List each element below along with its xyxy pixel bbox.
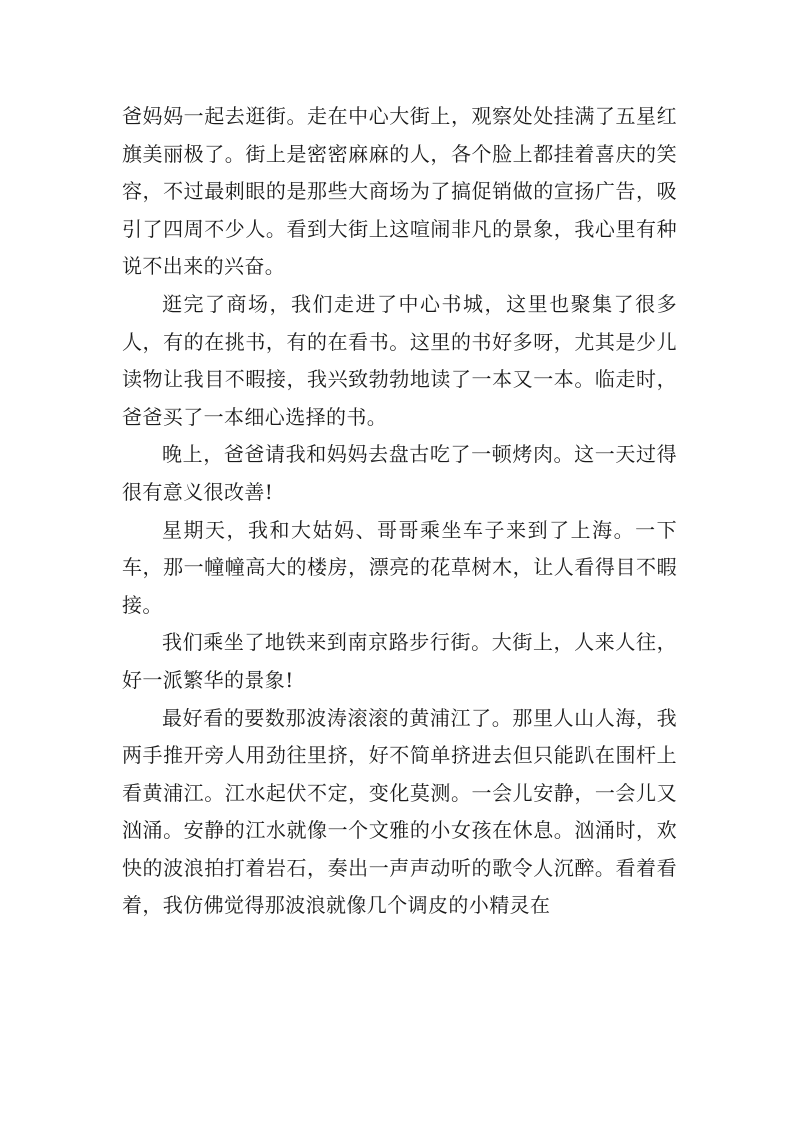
- paragraph-1: 爸妈妈一起去逛街。走在中心大街上，观察处处挂满了五星红旗美丽极了。街上是密密麻麻的人，各个脸上都挂着喜庆的笑容，不过最刺眼的是那些大商场为了搞促销做的宣扬广告，吸引了四周不少人。看到大街上这喧闹非凡的景象，我心里有种说不出来的兴奋。: [122, 104, 677, 279]
- paragraph-2: 逛完了商场，我们走进了中心书城，这里也聚集了很多人，有的在挑书，有的在看书。这里的书好多呀，尤其是少儿读物让我目不暇接，我兴致勃勃地读了一本又一本。临走时，爸爸买了一本细心选择的书。: [122, 291, 677, 429]
- paragraph-5: 我们乘坐了地铁来到南京路步行街。大街上，人来人往，好一派繁华的景象!: [122, 630, 677, 692]
- document-body: [122, 98, 677, 925]
- paragraph-6: 最好看的要数那波涛滚滚的黄浦江了。那里人山人海，我两手推开旁人用劲往里挤，好不简单挤进去但只能趴在围杆上看黄浦江。江水起伏不定，变化莫测。一会儿安静，一会儿又汹涌。安静的江水就像一个文雅的小女孩在休息。汹涌时，欢快的波浪拍打着岩石，奏出一声声动听的歌令人沉醉。看着看着，我仿佛觉得那波浪就像几个调皮的小精灵在: [122, 705, 677, 918]
- paragraph-3: 晚上，爸爸请我和妈妈去盘古吃了一顿烤肉。这一天过得很有意义很改善!: [122, 442, 677, 504]
- paragraph-4: 星期天，我和大姑妈、哥哥乘坐车子来到了上海。一下车，那一幢幢高大的楼房，漂亮的花草树木，让人看得目不暇接。: [122, 517, 677, 617]
